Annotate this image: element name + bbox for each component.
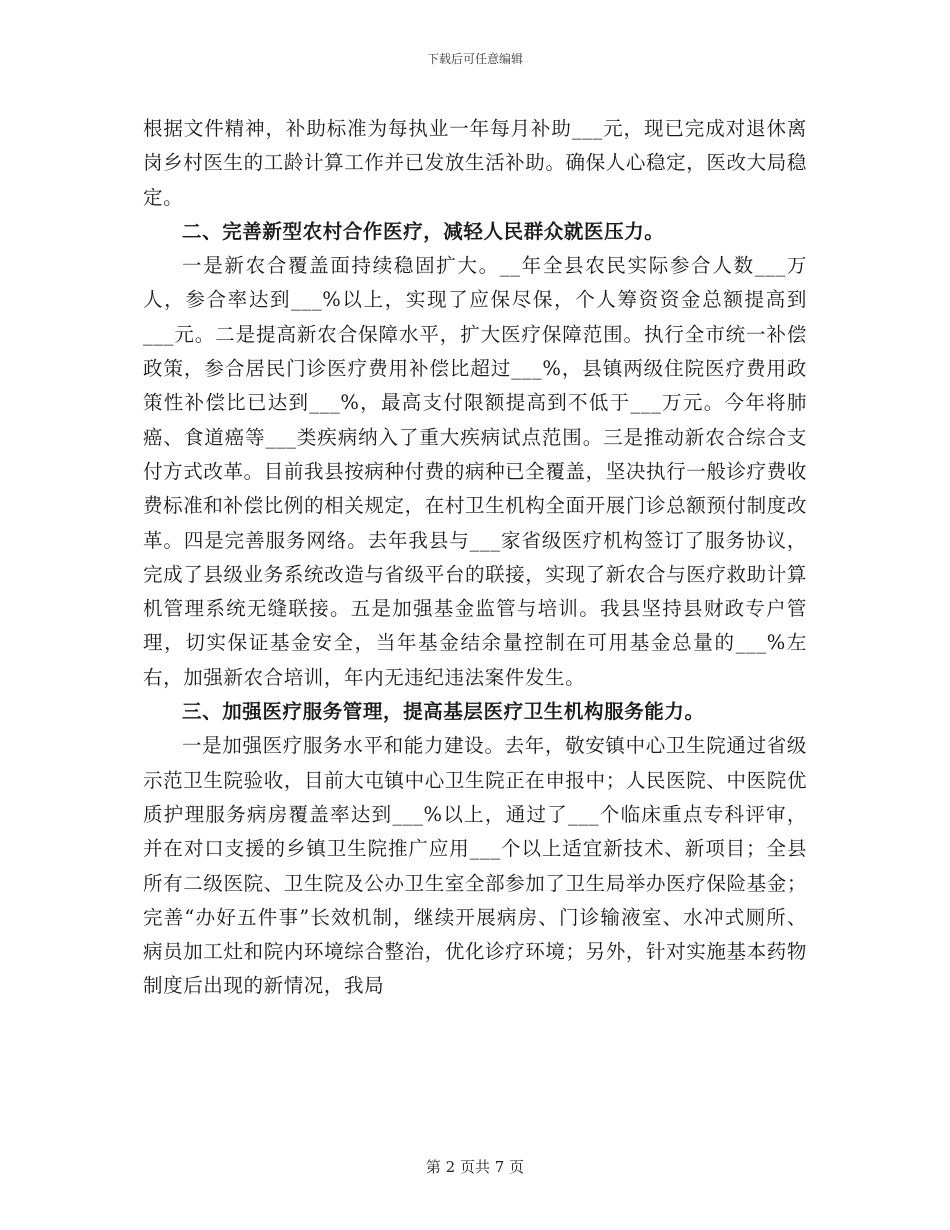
section-heading: 二、完善新型农村合作医疗，减轻人民群众就医压力。 (182, 219, 665, 243)
page-header: 下载后可任意编辑 (426, 52, 523, 66)
document-body (143, 112, 807, 1004)
body-paragraph: 一是新农合覆盖面持续稳固扩大。__年全县农民实际参合人数___万人，参合率达到___%以上，实现了应保尽保，个人筹资资金总额提高到___元。二是提高新农合保障水平，扩大医疗保障范围。执行全市统一补偿政策，参合居民门诊医疗费用补偿比超过___%，县镇两级住院医疗费用政策性补偿比已达到___%，最高支付限额提高到不低于___万元。今年将肺癌、食道癌等___类疾病纳入了重大疾病试点范围。三是推动新农合综合支付方式改革。目前我县按病种付费的病种已全覆盖，坚决执行一般诊疗费收费标准和补偿比例的相关规定，在村卫生机构全面开展门诊总额预付制度改革。四是完善服务网络。去年我县与___家省级医疗机构签订了服务协议，完成了县级业务系统改造与省级平台的联接，实现了新农合与医疗救助计算机管理系统无缝联接。五是加强基金监管与培训。我县坚持县财政专户管理，切实保证基金安全，当年基金结余量控制在可用基金总量的___%左右，加强新农合培训，年内无违纪违法案件发生。 (143, 254, 807, 689)
page-footer: 第 2 页共 7 页 (425, 1158, 525, 1176)
section-heading: 三、加强医疗服务管理，提高基层医疗卫生机构服务能力。 (182, 700, 705, 724)
body-paragraph: 一是加强医疗服务水平和能力建设。去年，敬安镇中心卫生院通过省级示范卫生院验收，目前大屯镇中心卫生院正在申报中；人民医院、中医院优质护理服务病房覆盖率达到___%以上，通过了___个临床重点专科评审，并在对口支援的乡镇卫生院推广应用___个以上适宜新技术、新项目；全县所有二级医院、卫生院及公办卫生室全部参加了卫生局举办医疗保险基金；完善“办好五件事”长效机制，继续开展病房、门诊输液室、水冲式厕所、病员加工灶和院内环境综合整治，优化诊疗环境；另外，针对实施基本药物制度后出现的新情况，我局 (143, 734, 807, 998)
body-paragraph: 根据文件精神，补助标准为每执业一年每月补助___元，现已完成对退休离岗乡村医生的工龄计算工作并已发放生活补助。确保人心稳定，医改大局稳定。 (143, 117, 807, 209)
